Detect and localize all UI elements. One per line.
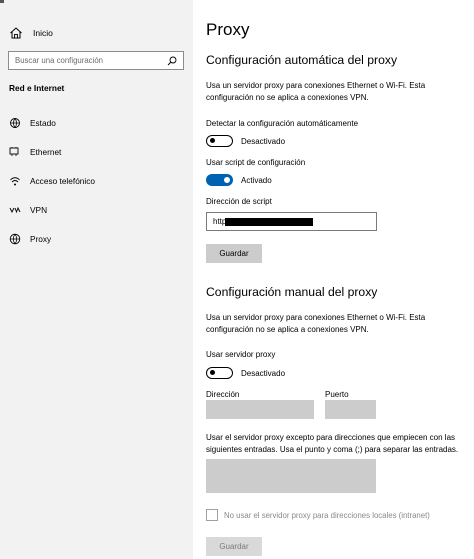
use-proxy-toggle[interactable] xyxy=(206,367,233,379)
script-address-label: Dirección de script xyxy=(206,197,272,206)
use-script-label: Usar script de configuración xyxy=(206,158,306,167)
detect-settings-state: Desactivado xyxy=(241,137,286,146)
manual-proxy-heading: Configuración manual del proxy xyxy=(206,285,378,299)
globe-status-icon xyxy=(9,117,21,129)
ethernet-icon xyxy=(9,146,21,158)
vpn-icon xyxy=(9,204,21,216)
sidebar-item-estado[interactable] xyxy=(9,115,185,131)
toggle-knob xyxy=(210,370,215,375)
auto-proxy-description: Usa un servidor proxy para conexiones Ethernet o Wi-Fi. Esta configuración no se aplica a conexiones VPN. xyxy=(206,81,426,102)
sidebar xyxy=(0,0,193,559)
use-proxy-label: Usar servidor proxy xyxy=(206,350,276,359)
use-proxy-state: Desactivado xyxy=(241,369,286,378)
sidebar-item-label: VPN xyxy=(30,205,48,215)
home-icon xyxy=(9,26,23,40)
sidebar-item-acceso-telefonico[interactable] xyxy=(9,173,185,189)
use-script-state: Activado xyxy=(241,176,272,185)
manual-proxy-description: Usa un servidor proxy para conexiones Ethernet o Wi-Fi. Esta configuración no se aplica a conexiones VPN. xyxy=(206,313,426,334)
toggle-knob xyxy=(210,138,215,143)
sidebar-item-label: Estado xyxy=(30,118,56,128)
script-address-value: http xyxy=(213,217,227,226)
section-title: Red e Internet xyxy=(9,83,65,93)
toggle-knob xyxy=(224,177,230,183)
proxy-address-label: Dirección xyxy=(206,390,240,399)
search-placeholder: Buscar una configuración xyxy=(15,56,103,65)
save-script-button[interactable]: Guardar xyxy=(206,244,262,263)
proxy-port-field[interactable] xyxy=(325,400,376,419)
search-input[interactable] xyxy=(8,51,184,70)
exceptions-field[interactable] xyxy=(206,459,376,493)
script-address-input[interactable] xyxy=(206,212,377,231)
sidebar-item-label: Ethernet xyxy=(30,147,62,157)
redaction-bar xyxy=(225,218,313,226)
auto-proxy-heading: Configuración automática del proxy xyxy=(206,53,398,67)
window-edge-mark xyxy=(0,0,4,3)
globe-icon xyxy=(9,233,21,245)
local-bypass-label: No usar el servidor proxy para direcciones locales (intranet) xyxy=(224,510,430,520)
sidebar-item-label: Proxy xyxy=(30,234,52,244)
sidebar-item-ethernet[interactable] xyxy=(9,144,185,160)
proxy-port-label: Puerto xyxy=(325,390,349,399)
search-icon[interactable] xyxy=(167,56,177,66)
sidebar-item-proxy[interactable] xyxy=(9,231,185,247)
sidebar-item-vpn[interactable] xyxy=(9,202,185,218)
home-label: Inicio xyxy=(33,28,53,38)
dialup-icon xyxy=(9,175,21,187)
main-content xyxy=(193,0,474,559)
sidebar-item-label: Acceso telefónico xyxy=(30,176,96,186)
proxy-address-field[interactable] xyxy=(206,400,314,419)
detect-settings-label: Detectar la configuración automáticamente xyxy=(206,119,359,128)
local-bypass-checkbox[interactable] xyxy=(206,509,218,521)
exceptions-label: Usar el servidor proxy excepto para direcciones que empiecen con las siguientes entradas. Usa el punto y coma (;) para separar las entradas. xyxy=(206,433,459,454)
page-title: Proxy xyxy=(206,20,250,39)
save-manual-button[interactable]: Guardar xyxy=(206,537,262,556)
home-link[interactable] xyxy=(9,25,185,41)
detect-settings-toggle[interactable] xyxy=(206,135,233,147)
use-script-toggle[interactable] xyxy=(206,174,233,186)
local-bypass-row[interactable] xyxy=(206,509,430,521)
